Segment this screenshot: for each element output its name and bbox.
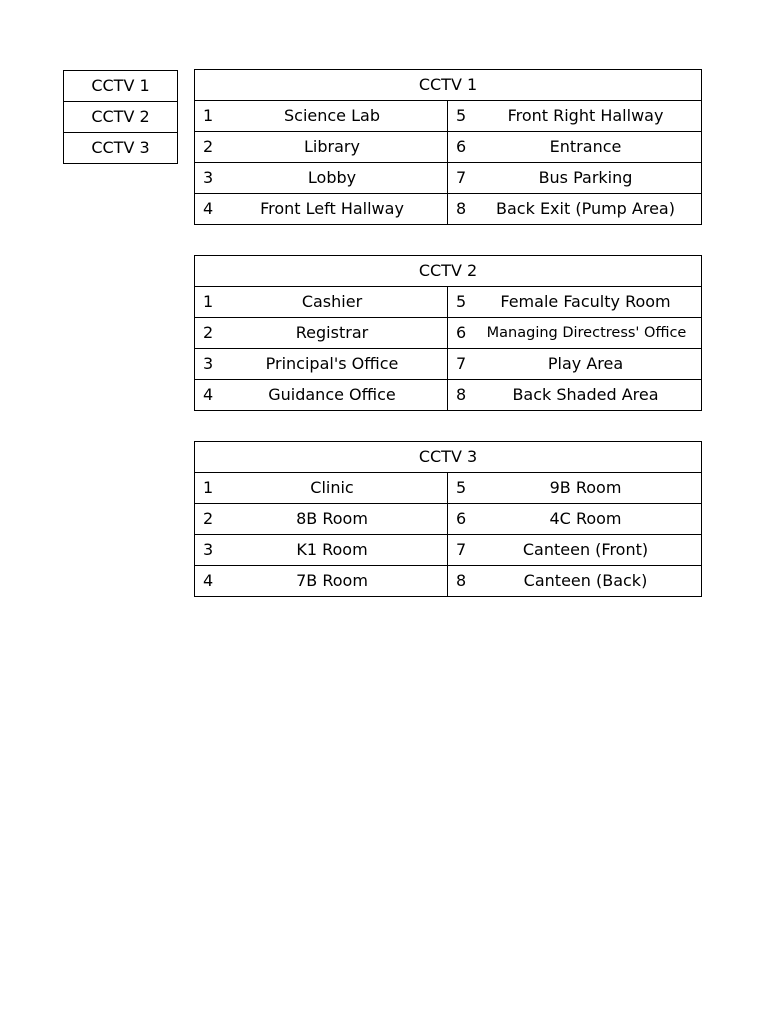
location-label: Front Right Hallway [507,106,664,125]
index-cctv-1: CCTV 1 [64,71,178,102]
location-label: Lobby [307,168,357,187]
location-label: 4C Room [549,509,622,528]
row-number: 3 [203,168,214,187]
row-number: 4 [203,199,214,218]
row-number: 3 [203,540,214,559]
location-label: 8B Room [296,509,368,528]
location-label: Guidance Office [268,385,396,404]
location-label: Library [304,137,360,156]
location-label: Play Area [547,354,624,373]
location-label: Female Faculty Room [500,292,671,311]
row-number: 5 [456,106,467,125]
table-row [195,287,702,318]
location-label: Clinic [310,478,354,497]
row-number: 8 [456,385,467,404]
row-number: 8 [456,199,467,218]
row-number: 3 [203,354,214,373]
location-label: Science Lab [284,106,380,125]
location-label: Front Left Hallway [260,199,404,218]
table-row [195,132,702,163]
table-row [195,566,702,597]
row-number: 7 [456,354,467,373]
location-label: Back Shaded Area [512,385,659,404]
table-row [195,380,702,411]
table-row [195,349,702,380]
cctv1-table [194,69,702,225]
cctv3-table [194,441,702,597]
location-label: K1 Room [296,540,368,559]
location-label: Canteen (Front) [522,540,649,559]
index-cctv-3: CCTV 3 [64,133,178,164]
cctv2-table [194,255,702,411]
table-row [195,504,702,535]
row-number: 2 [203,509,214,528]
location-label: Back Exit (Pump Area) [496,199,675,218]
row-number: 1 [203,106,214,125]
cctv3-title: CCTV 3 [195,442,702,473]
location-label: 7B Room [296,571,368,590]
row-number: 6 [456,509,467,528]
row-number: 4 [203,385,214,404]
cctv-index-table [63,70,178,164]
row-number: 5 [456,478,467,497]
cctv1-title: CCTV 1 [195,70,702,101]
row-number: 1 [203,478,214,497]
row-number: 6 [456,323,467,342]
location-label: Canteen (Back) [523,571,648,590]
location-label: 9B Room [549,478,622,497]
row-number: 8 [456,571,467,590]
row-number: 2 [203,323,214,342]
table-row [195,194,702,225]
table-row [195,101,702,132]
index-cctv-2: CCTV 2 [64,102,178,133]
row-number: 2 [203,137,214,156]
row-number: 6 [456,137,467,156]
location-label: Principal's Office [265,354,399,373]
location-label: Bus Parking [538,168,633,187]
location-label: Registrar [295,323,369,342]
table-row [195,318,702,349]
cctv2-title: CCTV 2 [195,256,702,287]
table-row [195,535,702,566]
table-row [195,163,702,194]
row-number: 4 [203,571,214,590]
row-number: 5 [456,292,467,311]
row-number: 7 [456,168,467,187]
row-number: 7 [456,540,467,559]
location-label: Entrance [549,137,622,156]
location-label: Cashier [301,292,363,311]
location-label: Managing Directress' Office [486,325,687,341]
table-row [195,473,702,504]
row-number: 1 [203,292,214,311]
